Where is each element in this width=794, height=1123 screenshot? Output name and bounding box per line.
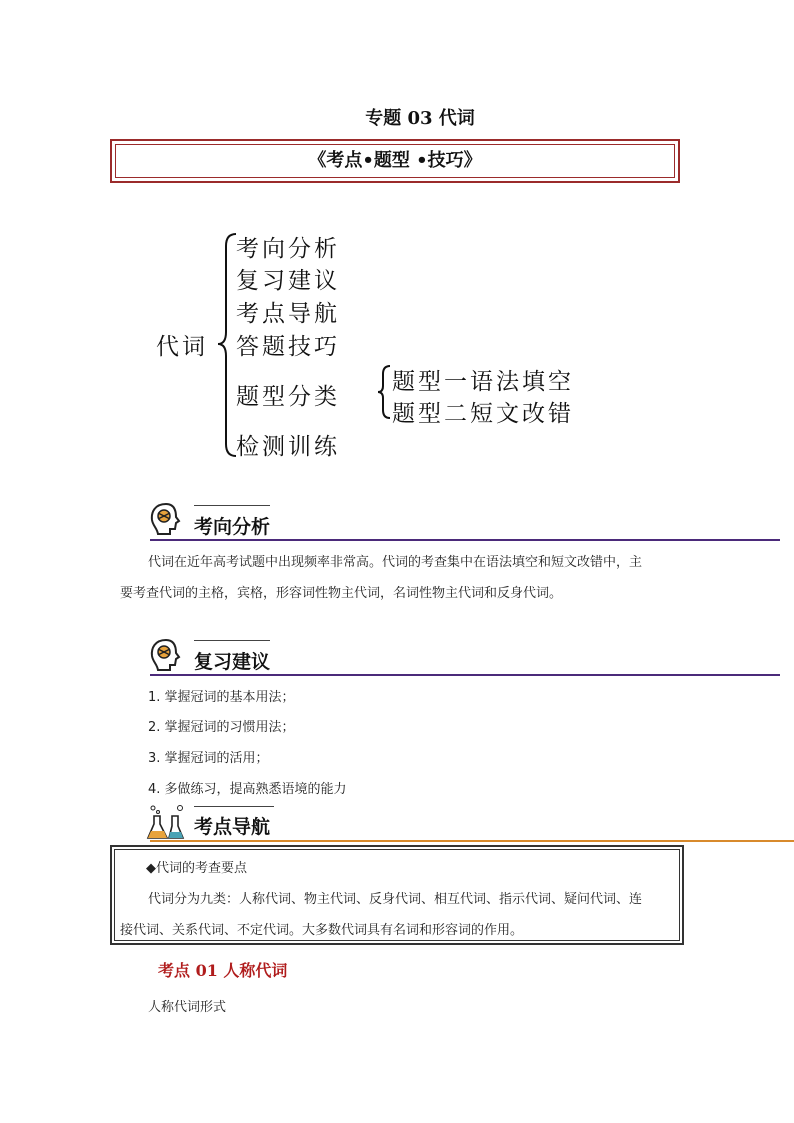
review-item: 1. 掌握冠词的基本用法；: [148, 690, 295, 705]
section-underline: [150, 840, 794, 842]
mindmap-sub-item: 题型二短文改错: [392, 401, 574, 427]
review-item: 4. 多做练习，提高熟悉语境的能力: [148, 782, 347, 797]
mindmap-item: 答题技巧: [236, 334, 340, 360]
section-underline: [150, 674, 780, 676]
mindmap-brace-sub: [376, 364, 392, 420]
key-points-box: [110, 845, 684, 945]
review-item: 3. 掌握冠词的活用；: [148, 751, 269, 766]
subtitle: 《考点•题型 •技巧》: [308, 150, 482, 171]
section-title: 考向分析: [194, 516, 271, 538]
head-icon: [146, 500, 186, 538]
page-title: 专题 03 代词: [365, 108, 475, 129]
review-item: 2. 掌握冠词的习惯用法；: [148, 720, 295, 735]
box-line: 代词分为九类：人称代词、物主代词、反身代词、相互代词、指示代词、疑问代词、连: [148, 892, 643, 907]
section-title: 复习建议: [194, 651, 271, 673]
flask-icon: [146, 804, 188, 842]
analysis-line: 要考查代词的主格，宾格，形容词性物主代词，名词性物主代词和反身代词。: [120, 586, 563, 601]
section-underline: [150, 539, 780, 541]
section-title: 考点导航: [194, 816, 271, 838]
subtitle-frame: [110, 139, 680, 183]
mindmap-item: 题型分类: [236, 384, 340, 410]
mindmap-item: 考向分析: [236, 236, 340, 262]
mindmap: [150, 222, 650, 462]
section-top-line: [194, 806, 274, 807]
mindmap-sub-item: 题型一语法填空: [392, 369, 574, 395]
head-icon: [146, 636, 186, 674]
mindmap-item: 复习建议: [236, 268, 340, 294]
box-heading: ◆代词的考查要点: [146, 861, 247, 876]
point-text: 人称代词形式: [148, 1000, 227, 1015]
analysis-line: 代词在近年高考试题中出现频率非常高。代词的考查集中在语法填空和短文改错中，主: [148, 555, 643, 570]
section-top-line: [194, 640, 270, 641]
mindmap-item: 考点导航: [236, 301, 340, 327]
mindmap-root: 代词: [156, 334, 208, 360]
section-top-line: [194, 505, 270, 506]
mindmap-item: 检测训练: [236, 434, 340, 460]
point-heading: 考点 01 人称代词: [158, 961, 288, 980]
box-line: 接代词、关系代词、不定代词。大多数代词具有名词和形容词的作用。: [120, 923, 524, 938]
